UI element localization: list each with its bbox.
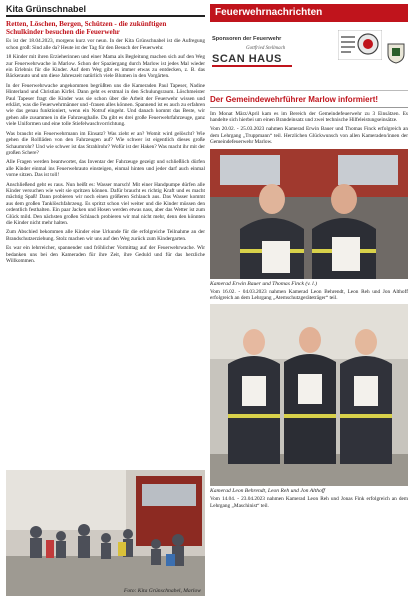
- section-title: Kita Grünschnabel: [6, 4, 205, 17]
- sponsor-box: [210, 22, 408, 91]
- paragraph: Es war ein lehrreicher, spannender und fröhlicher Vormittag auf der Feuerwehrwache. Wir bedanken uns bei den Kameraden für ihre Zeit, ihre Geduld und für das herzliche Willkommen.: [6, 245, 205, 264]
- paragraph: Vom 16.02. - 04.03.2023 nahmen Kamerad Leon Behrendt, Leon Reh und Jon Althoff erfolgreich an dem Lehrgang „Atemschutzgeräteträger“ teil.: [210, 288, 408, 301]
- paragraph: Zum Abschied bekommen alle Kinder eine Urkunde für die erfolgreiche Teilnahme an der Brandschutzerziehung. Stolz machen wir uns auf den Weg zurück zum Kindergarten.: [6, 229, 205, 242]
- paragraph: Es ist der 18.04.2023, morgens kurz vor neun. In der Kita Grünschnabel ist die Aufregung schon groß: Sind alle da? Heute ist der Tag für den Besuch der Feuerwehr.: [6, 38, 205, 51]
- crest-icon: [386, 42, 406, 64]
- paragraph: Vom 20.02. - 25.03.2023 nahmen Kamerad Erwin Bauer und Thomas Finck erfolgreich an dem Lehrgang „Truppmann“ teil. Herzlichen Glückwunsch von allen Kameraden/innen der Gemeindefeuerwehr Marlow.: [210, 126, 408, 146]
- photo-three-firefighters: [210, 304, 408, 486]
- photo-caption: Kamerad Leon Behrendt, Leon Reh und Jon Althoff: [210, 488, 325, 495]
- fire-dept-logo-icon: [338, 30, 382, 60]
- paragraph: Was braucht ein Feuerwehrmann im Einsatz? Was zieht er an? Womit wird gelöscht? Wie gehen die Rollläden von den Fahrzeugen auf? Wie schwer ist eigentlich dieses große Schaumrohr? Und wie schwer ist das Strahlrohr? Wofür ist der Haken? Was macht ihr mit der großen Schere?: [6, 130, 205, 156]
- photo-two-firefighters: [210, 149, 408, 279]
- paragraph: Vom 14.04. - 23.04.2023 nahmen Kamerad Leon Reh und Jonas Fink erfolgreich an dem Lehrgang „Maschinist“ teil.: [210, 496, 408, 509]
- article-body: [6, 38, 205, 264]
- article-headline: Retten, Löschen, Bergen, Schützen - die zukünftigen Schulkinder besuchen die Feuerwehr: [6, 20, 167, 37]
- paragraph: 18 Kinder mit ihren Erzieherinnen und einer Mama als Begleitung machen sich auf den Weg zur Feuerwehrwache in Marlow. Schon der Spaziergang durch Marlow ist jedes Mal wieder ein Erlebnis für die Kinder. Auf dem Weg gibt es immer etwas zu entdecken, z. B. das Bäckerauto und um diese Jahreszeit natürlich viele Blumen in den Vorgärten.: [6, 54, 205, 80]
- sponsor-logo: SCAN HAUS: [212, 53, 282, 65]
- divider: [210, 107, 408, 108]
- paragraph: In der Feuerwehrwache angekommen begrüßten uns die Kameraden Paul Tapeser, Nadine Hinterland und Christian Kirfel. Dann geht es erstmal in den Schulungsraum. Löschmeister Paul Tapeser fragt die Kinder was sie schon über die Arbeit der Feuerwehr wissen und erklärt, was die Feuerwehrmänner und -frauen alles können. Spannend ist es auch zu erfahren wie das genau funktioniert, wenn ein Notruf eingeht. Und danach kommt das Beste, wir gehen alle zusammen in die Fahrzeughalle. Da gibt es drei große Feuerwehrfahrzeuge, ganz viele Uniformen und eine tolle Stiefelwaschvorrichtung.: [6, 82, 205, 128]
- sponsor-label: Sponsoren der Feuerwehr: [212, 36, 282, 42]
- article-headline: Der Gemeindewehrführer Marlow informiert!: [210, 95, 379, 104]
- paragraph: Im Monat März/April kam es im Bereich der Gemeindefeuerwehr zu 3 Einsätzen. Es handelte sich hierbei um einen Brandeinsatz und zwei technische Hilfeleistungseinsätze.: [210, 110, 408, 123]
- sponsor-script: Gottfried Stellmach: [246, 46, 286, 51]
- paragraph: Anschließend geht es raus. Nun heißt es: Wasser marsch! Mit einer Handpumpe dürfen alle Kinder versuchen wie weit sie spritzen können. Dafür braucht es richtig Kraft und es macht mächtig Spaß! Dann probieren wir noch einen größeren Schlauch aus. Das Wasser kommt aus dem großen Tanklöschfahrzeug. Es spritzt schon viel weiter und die Kinder müssen den ordentlich festhalten. Ein paar Jacken und Hosen werden etwas nass, aber das Wetter ist zum Glück mild. Den nächsten großen Schlauch probieren wir mal nicht mehr, denn den könnten die Kinder nicht mehr halten.: [6, 181, 205, 226]
- photo-caption: Kamerad Erwin Bauer und Thomas Finck (v. l.): [210, 280, 317, 287]
- logo-underline: [212, 65, 292, 67]
- photo-caption: Foto: Kita Grünschnabel, Marlow: [123, 588, 201, 594]
- kita-photo: [6, 470, 205, 596]
- kita-article: [6, 4, 205, 596]
- paragraph: Alle Fragen werden beantwortet, das Inventar der Fahrzeuge gezeigt und schließlich dürfen alle Kinder einmal ins Feuerwehrauto einsteigen, einmal hinten und jeder darf auch einmal vorne sitzen. Das ist toll!: [6, 159, 205, 179]
- section-banner: Feuerwehrnachrichten: [210, 4, 408, 22]
- fire-news-column: [210, 4, 408, 596]
